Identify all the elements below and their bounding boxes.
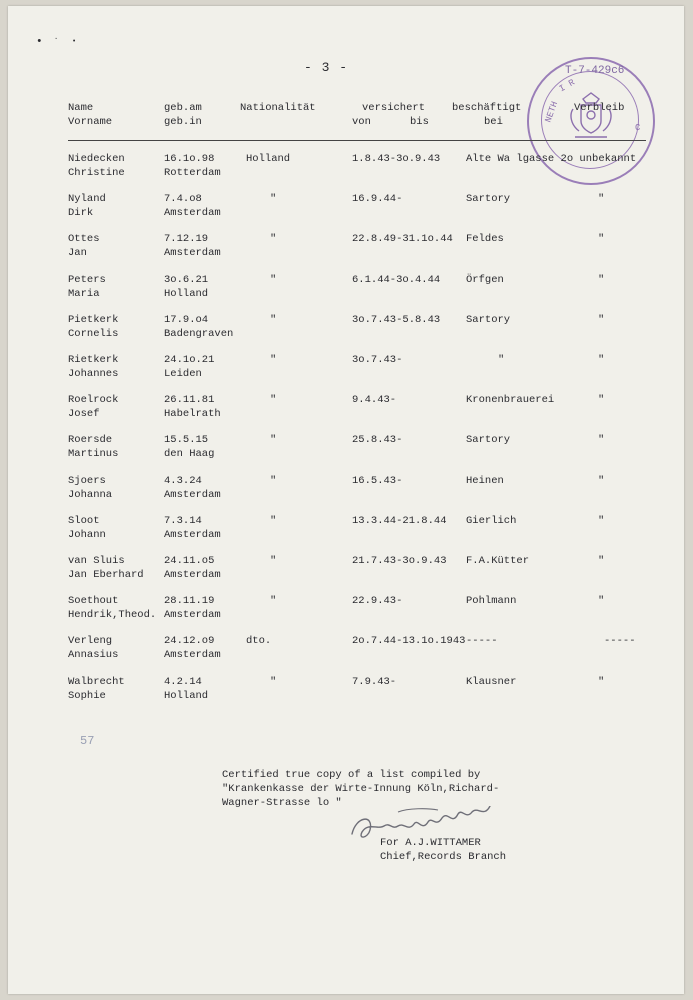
header-geb-in: geb.in [164, 116, 202, 128]
signature-for: For A.J.WITTAMER [380, 837, 481, 849]
table-cell-versichert: 7.9.43- [352, 675, 397, 688]
table-cell-geb-in: Rotterdam [164, 167, 221, 179]
table-cell-vorname: Annasius [68, 649, 119, 662]
header-versichert: versichert [362, 102, 426, 114]
table-cell-nat: " [270, 273, 277, 286]
header-bei: bei [484, 116, 503, 128]
table-cell-versichert: 16.5.43- [352, 474, 403, 487]
table-cell-versichert: 22.9.43- [352, 595, 403, 608]
table-cell-verbleib: " [598, 273, 605, 286]
table-cell-bei: Alte Wa lgasse 2o unbekannt [466, 153, 637, 165]
table-cell-name: Peters [68, 273, 106, 286]
table-cell-bei: Feldes [466, 233, 504, 246]
margin-marks: • [72, 38, 77, 46]
table-cell-verbleib: " [598, 434, 605, 447]
table-cell-geb-am: 3o.6.21 [164, 273, 209, 286]
table-cell-name: Roelrock [68, 394, 119, 407]
table-cell-geb-in: Amsterdam [164, 488, 221, 501]
table-cell-nat: " [270, 193, 277, 206]
table-cell-geb-in: Amsterdam [164, 569, 221, 581]
stamp-text: NETH [543, 100, 561, 124]
table-cell-name: Verleng [68, 635, 113, 648]
table-cell-vorname: Johannes [68, 368, 119, 380]
table-cell-nat: " [270, 394, 277, 407]
table-cell-vorname: Jan Eberhard [68, 569, 144, 581]
table-cell-verbleib: " [598, 313, 605, 326]
table-cell-bei: Sartory [466, 193, 511, 206]
margin-marks: . [54, 34, 59, 42]
header-verbleib: Verbleib [574, 102, 625, 114]
table-cell-geb-am: 4.3.24 [164, 474, 202, 487]
table-cell-versichert: 3o.7.43- [352, 354, 403, 366]
table-cell-verbleib: ----- [604, 635, 636, 648]
stamp-text: I R [557, 77, 577, 95]
table-cell-vorname: Johanna [68, 488, 113, 501]
stamp-number: T-7-429c6 [565, 65, 625, 77]
table-cell-name: Ottes [68, 233, 100, 246]
table-cell-geb-am: 7.12.19 [164, 233, 209, 246]
table-cell-geb-in: Amsterdam [164, 528, 221, 541]
table-cell-versichert: 25.8.43- [352, 434, 403, 447]
table-cell-verbleib: " [598, 474, 605, 487]
signature-title: Chief,Records Branch [380, 851, 507, 863]
table-cell-nat: " [270, 474, 277, 487]
table-cell-geb-am: 26.11.81 [164, 394, 215, 407]
header-nationalitaet: Nationalität [240, 102, 316, 114]
table-cell-verbleib: " [598, 675, 605, 688]
table-cell-versichert: 22.8.49-31.1o.44 [352, 233, 453, 246]
table-cell-bei: F.A.Kütter [466, 555, 530, 567]
table-cell-geb-in: Holland [164, 689, 209, 702]
table-cell-vorname: Hendrik,Theod. [68, 609, 157, 622]
table-cell-verbleib: " [598, 555, 605, 567]
table-cell-geb-in: Amsterdam [164, 207, 221, 220]
table-cell-nat: " [270, 434, 277, 447]
table-cell-bei: Heinen [466, 474, 504, 487]
table-cell-nat: " [270, 555, 277, 567]
table-cell-nat: " [270, 313, 277, 326]
table-cell-verbleib: " [598, 394, 605, 407]
table-cell-bei: ----- [466, 635, 498, 648]
table-cell-nat: " [270, 595, 277, 608]
table-cell-verbleib: " [598, 514, 605, 527]
table-cell-name: Soethout [68, 595, 119, 608]
table-cell-nat: " [270, 233, 277, 246]
table-cell-geb-am: 24.12.o9 [164, 635, 215, 648]
table-cell-geb-in: Amsterdam [164, 609, 221, 622]
table-cell-geb-am: 7.4.o8 [164, 193, 202, 206]
margin-marks: • [36, 36, 43, 48]
table-cell-geb-am: 4.2.14 [164, 675, 202, 688]
table-cell-vorname: Dirk [68, 207, 94, 220]
table-cell-geb-am: 17.9.o4 [164, 313, 209, 326]
table-cell-versichert: 3o.7.43-5.8.43 [352, 313, 441, 326]
header-von: von [352, 116, 371, 128]
table-cell-versichert: 16.9.44- [352, 193, 403, 206]
coat-of-arms-icon [563, 89, 619, 145]
table-cell-vorname: Christine [68, 167, 125, 179]
table-cell-vorname: Josef [68, 408, 100, 421]
table-cell-name: Sloot [68, 514, 100, 527]
table-cell-bei: Örfgen [466, 273, 504, 286]
table-cell-geb-am: 24.11.o5 [164, 555, 215, 567]
table-cell-geb-am: 24.1o.21 [164, 354, 215, 366]
table-cell-geb-in: Leiden [164, 368, 202, 380]
table-cell-bei: Pohlmann [466, 595, 517, 608]
table-cell-name: Sjoers [68, 474, 106, 487]
header-geb-am: geb.am [164, 102, 202, 114]
document-page [8, 6, 684, 994]
table-cell-nat: " [270, 675, 277, 688]
table-cell-bei: Gierlich [466, 514, 517, 527]
header-name: Name [68, 102, 94, 114]
table-cell-geb-in: Amsterdam [164, 649, 221, 662]
header-rule [68, 140, 646, 141]
table-cell-bei: Sartory [466, 313, 511, 326]
table-cell-geb-am: 16.1o.98 [164, 153, 215, 165]
table-cell-bei: Sartory [466, 434, 511, 447]
table-cell-verbleib: " [598, 354, 605, 366]
table-cell-vorname: Cornelis [68, 327, 119, 340]
table-cell-nat: dto. [246, 635, 272, 648]
table-cell-verbleib: " [598, 233, 605, 246]
certification-line-1: Certified true copy of a list compiled by [222, 769, 481, 781]
table-cell-vorname: Martinus [68, 448, 119, 461]
table-cell-verbleib: " [598, 193, 605, 206]
table-cell-bei: " [498, 354, 505, 366]
table-cell-versichert: 13.3.44-21.8.44 [352, 514, 447, 527]
table-cell-name: Pietkerk [68, 313, 119, 326]
header-bis: bis [410, 116, 429, 128]
table-cell-nat: " [270, 514, 277, 527]
table-cell-vorname: Sophie [68, 689, 106, 702]
table-cell-name: Roersde [68, 434, 113, 447]
table-cell-name: Walbrecht [68, 675, 125, 688]
table-cell-geb-in: Holland [164, 287, 209, 300]
pencil-note: 57 [80, 734, 95, 748]
table-cell-geb-in: Habelrath [164, 408, 221, 421]
table-cell-versichert: 9.4.43- [352, 394, 397, 407]
table-cell-nat: Holland [246, 153, 291, 165]
table-cell-nat: " [270, 354, 277, 366]
stamp-text: C [635, 123, 641, 133]
certification-line-2: "Krankenkasse der Wirte-Innung Köln,Richard- [222, 783, 500, 795]
table-cell-bei: Klausner [466, 675, 517, 688]
table-cell-versichert: 21.7.43-3o.9.43 [352, 555, 447, 567]
table-cell-geb-in: Badengraven [164, 327, 234, 340]
certification-line-3: Wagner-Strasse lo " [222, 797, 342, 809]
table-cell-geb-in: den Haag [164, 448, 215, 461]
table-cell-versichert: 6.1.44-3o.4.44 [352, 273, 441, 286]
table-cell-geb-am: 15.5.15 [164, 434, 209, 447]
header-vorname: Vorname [68, 116, 113, 128]
table-cell-vorname: Jan [68, 247, 87, 260]
table-cell-geb-am: 7.3.14 [164, 514, 202, 527]
header-beschaeftigt: beschäftigt [452, 102, 522, 114]
table-cell-name: Rietkerk [68, 354, 119, 366]
table-cell-vorname: Maria [68, 287, 100, 300]
table-cell-verbleib: " [598, 595, 605, 608]
table-cell-versichert: 2o.7.44-13.1o.1943 [352, 635, 466, 648]
table-cell-geb-am: 28.11.19 [164, 595, 215, 608]
table-cell-name: Nyland [68, 193, 106, 206]
table-cell-name: Niedecken [68, 153, 125, 165]
table-cell-vorname: Johann [68, 528, 106, 541]
table-cell-bei: Kronenbrauerei [466, 394, 555, 407]
table-cell-geb-in: Amsterdam [164, 247, 221, 260]
table-cell-name: van Sluis [68, 555, 125, 567]
table-cell-versichert: 1.8.43-3o.9.43 [352, 153, 441, 165]
page-number: - 3 - [304, 60, 349, 75]
